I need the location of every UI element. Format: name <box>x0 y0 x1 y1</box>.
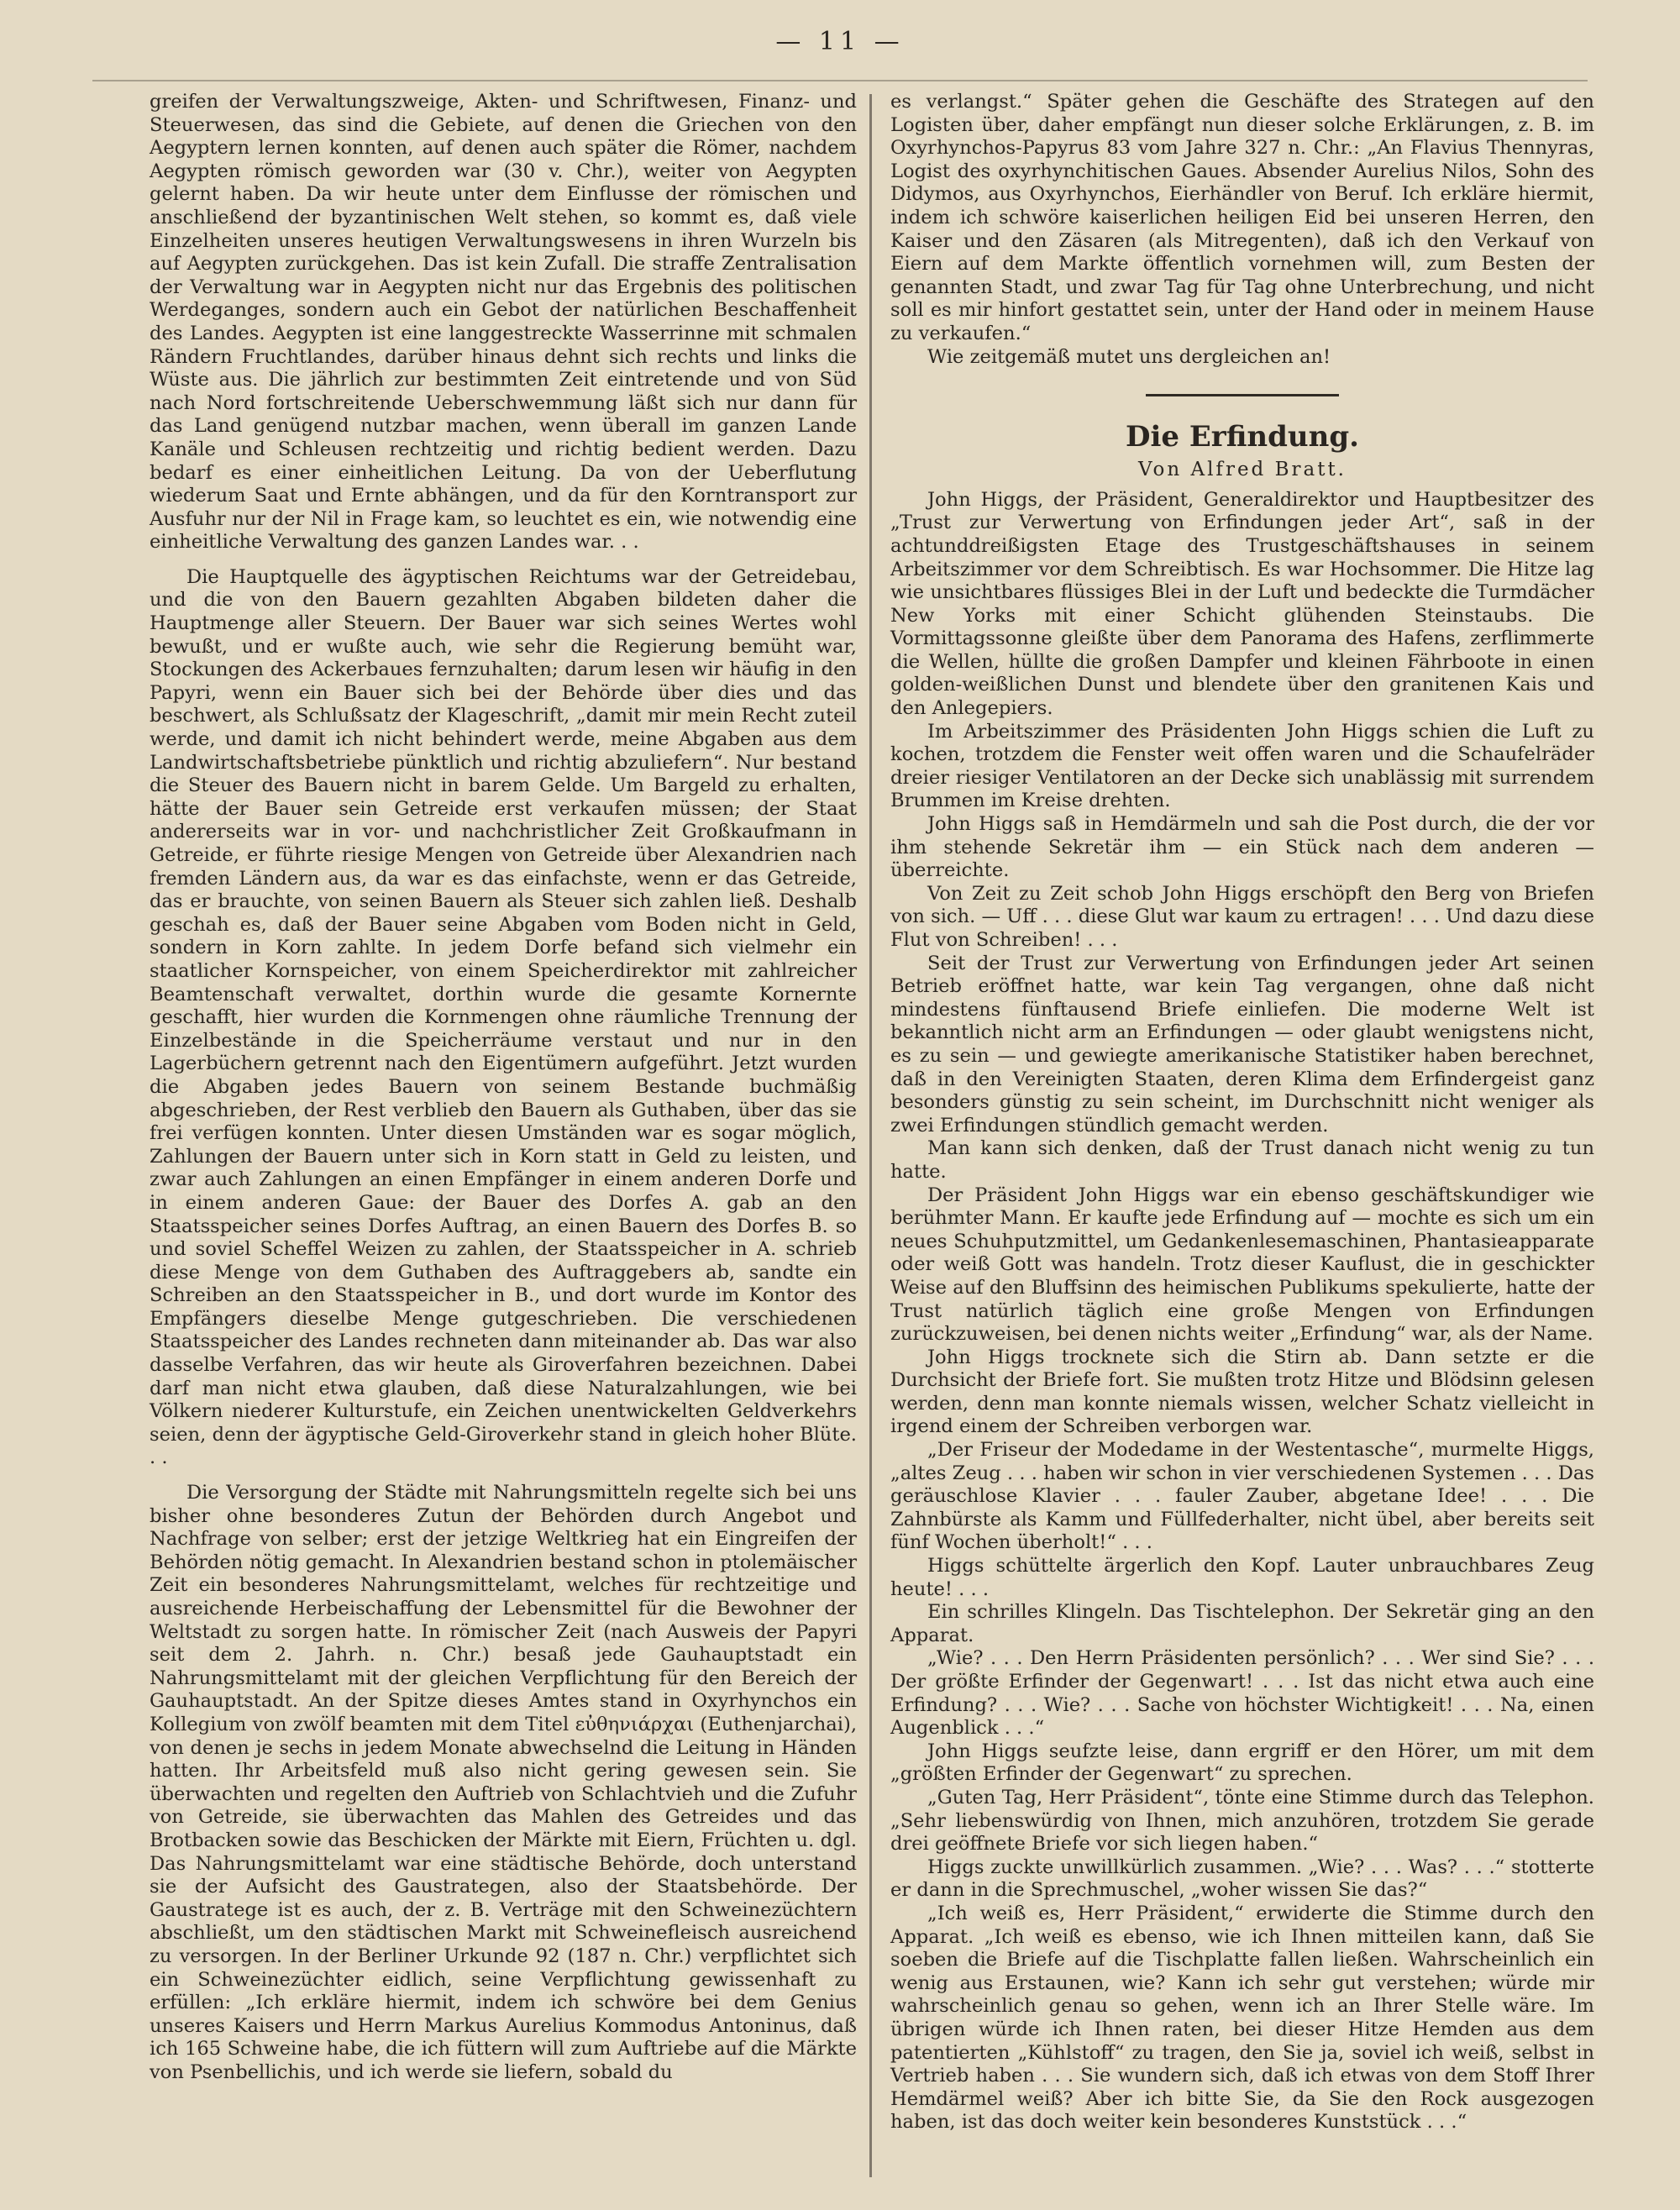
paragraph: Wie zeitgemäß mutet uns dergleichen an! <box>927 345 1331 368</box>
page-number: — 11 — <box>775 27 905 56</box>
top-rule <box>92 80 1588 81</box>
paragraph: John Higgs trocknete sich die Stirn ab. Dann setzte er die Durchsicht der Briefe fort. Sie mußten trotz Hitze und Blödsinn gelesen werden, denn man konnte niemals wissen, welcher Schatz vielleicht in irgend einem der Schreiben verborgen war. <box>890 1346 1594 1438</box>
paragraph: Higgs zuckte unwillkürlich zusammen. „Wie? . . . Was? . . .“ stotterte er dann in die Sprechmuschel, „woher wissen Sie das?“ <box>890 1856 1594 1902</box>
paragraph: Man kann sich denken, daß der Trust danach nicht wenig zu tun hatte. <box>890 1137 1594 1183</box>
paragraph: Higgs schüttelte ärgerlich den Kopf. Lauter unbrauchbares Zeug heute! . . . <box>890 1555 1594 1600</box>
paragraph: „Der Friseur der Modedame in der Westentasche“, murmelte Higgs, „altes Zeug . . . haben wir schon in vier verschiedenen Systemen . . . Das geräuschlose Klavier . . . fauler Zauber, abgetane Idee! . . . Die Zahnbürste als Kamm und Füllfederhalter, nicht übel, aber bereits seit fünf Wochen überholt!“ . . . <box>890 1439 1594 1554</box>
paragraph: Seit der Trust zur Verwertung von Erfindungen jeder Art seinen Betrieb eröffnet hatte, war kein Tag vergangen, ohne daß nicht mindestens fünftausend Briefe einliefen. Die moderne Welt ist bekanntlich nicht arm an Erfindungen — oder glaubt wenigstens nicht, es zu sein — und gewiegte amerikanische Statistiker haben berechnet, daß in den Vereinigten Staaten, deren Klima dem Erfindergeist ganz besonders günstig zu sein scheint, im Durchschnitt nicht weniger als zwei Erfindungen stündlich gemacht werden. <box>890 952 1594 1136</box>
paragraph: Im Arbeitszimmer des Präsidenten John Higgs schien die Luft zu kochen, trotzdem die Fenster weit offen waren und die Schaufelräder dreier riesiger Ventilatoren an der Decke sich unablässig mit surrendem Brummen im Kreise drehten. <box>890 720 1594 812</box>
paragraph: „Ich weiß es, Herr Präsident,“ erwiderte die Stimme durch den Apparat. „Ich weiß es ebenso, wie ich Ihnen mitteilen kann, daß Sie soeben die Briefe auf die Tischplatte fallen ließen. Wahrscheinlich ein wenig aus Erstaunen, wie? Kann ich sehr gut verstehen; würde mir wahrscheinlich genau so gehen, wenn ich an Ihrer Stelle wäre. Im übrigen würde ich Ihnen raten, bei dieser Hitze Hemden aus dem patentierten „Kühlstoff“ zu tragen, den Sie ja, soviel ich weiß, selbst in Vertrieb haben . . . Sie wundern sich, daß ich etwas von dem Stoff Ihrer Hemdärmel weiß? Aber ich bitte Sie, da Sie den Rock ausgezogen haben, ist das doch weiter kein besonderes Kunststück . . .“ <box>890 1902 1594 2134</box>
paragraph: Die Versorgung der Städte mit Nahrungsmitteln regelte sich bei uns bisher ohne besonderes Zutun der Behörden durch Angebot und Nachfrage von selber; erst der jetzige Weltkrieg hat ein Eingreifen der Behörden nötig gemacht. In Alexandrien bestand schon in ptolemäischer Zeit ein besonderes Nahrungsmittelamt, welches für rechtzeitige und ausreichende Herbeischaffung der Lebensmittel für die Bewohner der Weltstadt zu sorgen hatte. In römischer Zeit (nach Ausweis der Papyri seit dem 2. Jahrh. n. Chr.) besaß jede Gauhauptstadt ein Nahrungsmittelamt mit der gleichen Verpflichtung für den Bereich der Gauhauptstadt. An der Spitze dieses Amtes stand in Oxyrhynchos ein Kollegium von zwölf beamten mit dem Titel εὐθηνιάρχαι (Euthenjarchai), von denen je sechs in jedem Monate abwechselnd die Leitung in Händen hatten. Ihr Arbeitsfeld muß also nicht gering gewesen sein. Sie überwachten und regelten den Auftrieb von Schlachtvieh und die Zufuhr von Getreide, sie überwachten das Mahlen des Getreides und das Brotbacken sowie das Beschicken der Märkte mit Eiern, Früchten u. dgl. Das Nahrungsmittelamt war eine städtische Behörde, doch unterstand sie der Aufsicht des Gaustrategen, also der Staatsbehörde. Der Gaustratege ist es auch, der z. B. Verträge mit den Schweinezüchtern abschließt, um den städtischen Markt mit Schweinefleisch ausreichend zu versorgen. In der Berliner Urkunde 92 (187 n. Chr.) verpflichtet sich ein Schweinezüchter eidlich, seine Verpflichtung gewissenhaft zu erfüllen: „Ich erkläre hiermit, indem ich schwöre bei dem Genius unseres Kaisers und Herrn Markus Aurelius Kommodus Antoninus, daß ich 165 Schweine habe, die ich füttern will zum Auftriebe auf die Märkte von Psenbellichis, und ich werde sie liefern, sobald du <box>150 1482 857 2083</box>
paragraph: Die Hauptquelle des ägyptischen Reichtums war der Getreidebau, und die von den Bauern gezahlten Abgaben bildeten daher die Hauptmenge aller Steuern. Der Bauer war sich seines Wertes wohl bewußt, und er wußte auch, wie sehr die Regierung bemüht war, Stockungen des Ackerbaues fernzuhalten; darum lesen wir häufig in den Papyri, wenn ein Bauer sich bei der Behörde über dies und das beschwert, als Schlußsatz der Klageschrift, „damit mir mein Recht zuteil werde, und damit ich nicht behindert werde, meine Abgaben aus dem Landwirtschaftsbetriebe pünktlich und richtig abzuliefern“. Nur bestand die Steuer des Bauern nicht in barem Gelde. Um Bargeld zu erhalten, hätte der Bauer sein Getreide erst verkaufen müssen; der Staat andererseits war in vor- und nachchristlicher Zeit Großkaufmann in Getreide, er führte riesige Mengen von Getreide über Alexandrien nach fremden Ländern aus, da war es das einfachste, wenn er das Getreide, das er brauchte, von seinen Bauern als Steuer sich zahlen ließ. Deshalb geschah es, daß der Bauer seine Abgaben vom Boden nicht in Geld, sondern in Korn zahlte. In jedem Dorfe befand sich vielmehr ein staatlicher Kornspeicher, von einem Speicherdirektor mit zahlreicher Beamtenschaft verwaltet, dorthin wurde die gesamte Kornernte geschafft, hier wurden die Kornmengen ohne räumliche Trennung der Einzelbestände in die Speicherräume verstaut und nur in den Lagerbüchern getrennt nach den Eigentümern aufgeführt. Jetzt wurden die Abgaben jedes Bauern von seinem Bestande buchmäßig abgeschrieben, der Rest verblieb den Bauern als Guthaben, über das sie frei verfügen konnten. Unter diesen Umständen war es sogar möglich, Zahlungen der Bauern unter sich in Korn statt in Geld zu leisten, und zwar auch Zahlungen an einen Empfänger in einem anderen Dorfe und in einem anderen Gaue: der Bauer des Dorfes A. gab an den Staatsspeicher seines Dorfes Auftrag, an einen Bauern des Dorfes B. so und soviel Scheffel Weizen zu zahlen, der Staatsspeicher in A. schrieb diese Menge von dem Guthaben des Auftraggebers ab, sandte ein Schreiben an den Staatsspeicher in B., und dort wurde im Kontor des Empfängers dieselbe Menge gutgeschrieben. Die verschiedenen Staatsspeicher des Landes rechneten dann miteinander ab. Das war also dasselbe Verfahren, das wir heute als Giroverfahren bezeichnen. Dabei darf man nicht etwa glauben, daß diese Naturalzahlungen, wie bei Völkern niederer Kulturstufe, ein Zeichen unentwickelten Geldverkehrs seien, denn der ägyptische Geld-Giroverkehr stand in gleich hoher Blüte. . . <box>150 565 857 1469</box>
article-author: Von Alfred Bratt. <box>1138 459 1347 481</box>
paragraph: Der Präsident John Higgs war ein ebenso geschäftskundiger wie berühmter Mann. Er kaufte jede Erfindung auf — mochte es sich um ein neues Schuhputzmittel, um Gedankenlesemaschinen, Phantasieapparate oder weiß Gott was handeln. Trotz dieser Kauflust, die in geschickter Weise auf den Bluffsinn des heimischen Publikums spekulierte, hatte der Trust natürlich täglich eine große Mengen von Erfindungen zurückzuweisen, bei denen nichts weiter „Erfindung“ war, als der Name. <box>890 1184 1594 1346</box>
paragraph: es verlangst.“ Später gehen die Geschäfte des Strategen auf den Logisten über, daher empfängt nun dieser solche Erklärungen, z. B. im Oxyrhynchos-Papyrus 83 vom Jahre 327 n. Chr.: „An Flavius Thennyras, Logist des oxyrhynchitischen Gaues. Absender Aurelius Nilos, Sohn des Didymos, aus Oxyrhynchos, Eierhändler von Beruf. Ich erkläre hiermit, indem ich schwöre kaiserlichen heiligen Eid bei unseren Herren, den Kaiser und den Zäsaren (als Mitregenten), daß ich den Verkauf von Eiern auf dem Markte öffentlich vornehmen will, zum Besten der genannten Stadt, und zwar Tag für Tag ohne Unterbrechung, und nicht soll es mir hinfort gestattet sein, unter der Hand oder in meinem Hause zu verkaufen.“ <box>890 91 1594 344</box>
paragraph: Von Zeit zu Zeit schob John Higgs erschöpft den Berg von Briefen von sich. — Uff . . . diese Glut war kaum zu ertragen! . . . Und dazu diese Flut von Schreiben! . . . <box>890 882 1594 951</box>
paragraph: John Higgs, der Präsident, Generaldirektor und Hauptbesitzer des „Trust zur Verwertung von Erfindungen jeder Art“, saß in der achtunddreißigsten Etage des Trustgeschäftshauses in seinem Arbeitszimmer vor dem Schreibtisch. Es war Hochsommer. Die Hitze lag wie unsichtbares flüssiges Blei in der Luft und bedeckte die Turmdächer New Yorks mit einer Schicht glühenden Steinstaubs. Die Vormittagssonne gleißte über dem Panorama des Hafens, zerflimmerte die Wellen, hüllte die großen Dampfer und kleinen Fährboote in einen golden-weißlichen Dunst und blendete über den granitenen Kais und den Anlegepiers. <box>890 488 1594 720</box>
section-divider <box>1146 394 1339 396</box>
paragraph: „Wie? . . . Den Herrn Präsidenten persönlich? . . . Wer sind Sie? . . . Der größte Erfinder der Gegenwart! . . . Ist das nicht etwa auch eine Erfindung? . . . Wie? . . . Sache von höchster Wichtigkeit! . . . Na, einen Augenblick . . .“ <box>890 1647 1594 1740</box>
column-divider <box>869 94 872 2177</box>
article-title: Die Erfindung. <box>1126 420 1359 454</box>
paragraph: John Higgs saß in Hemdärmeln und sah die Post durch, die der vor ihm stehende Sekretär ihm — ein Stück nach dem anderen — überreichte. <box>890 813 1594 882</box>
right-column <box>890 91 1594 2134</box>
left-column <box>150 91 857 2084</box>
paragraph: greifen der Verwaltungszweige, Akten- und Schriftwesen, Finanz- und Steuerwesen, das sind die Gebiete, auf denen die Griechen von den Aegyptern lernen konnten, auf denen auch später die Römer, nachdem Aegypten römisch geworden war (30 v. Chr.), weiter von Aegypten gelernt haben. Da wir heute unter dem Einflusse der römischen und anschließend der byzantinischen Welt stehen, so kommt es, daß viele Einzelheiten unseres heutigen Verwaltungswesens in ihren Wurzeln bis auf Aegypten zurückgehen. Das ist kein Zufall. Die straffe Zentralisation der Verwaltung war in Aegypten nicht nur das Ergebnis des politischen Werdeganges, sondern auch ein Gebot der natürlichen Beschaffenheit des Landes. Aegypten ist eine langgestreckte Wasserrinne mit schmalen Rändern Fruchtlandes, darüber hinaus dehnt sich rechts und links die Wüste aus. Die jährlich zur bestimmten Zeit eintretende und von Süd nach Nord fortschreitende Ueberschwemmung läßt sich nur dann für das Land genügend nutzbar machen, wenn überall im ganzen Lande Kanäle und Schleusen rechtzeitig und richtig bedient werden. Dazu bedarf es einer einheitlichen Leitung. Da von der Ueberflutung wiederum Saat und Ernte abhängen, und da für den Korntransport zur Ausfuhr nur der Nil in Frage kam, so leuchtet es ein, wie notwendig eine einheitliche Verwaltung des ganzen Landes war. . . <box>150 91 857 554</box>
paragraph: John Higgs seufzte leise, dann ergriff er den Hörer, um mit dem „größten Erfinder der Gegenwart“ zu sprechen. <box>890 1740 1594 1786</box>
paragraph: „Guten Tag, Herr Präsident“, tönte eine Stimme durch das Telephon. „Sehr liebenswürdig von Ihnen, mich anzuhören, trotzdem Sie gerade drei geöffnete Briefe vor sich liegen haben.“ <box>890 1786 1594 1856</box>
paragraph: Ein schrilles Klingeln. Das Tischtelephon. Der Sekretär ging an den Apparat. <box>890 1601 1594 1646</box>
